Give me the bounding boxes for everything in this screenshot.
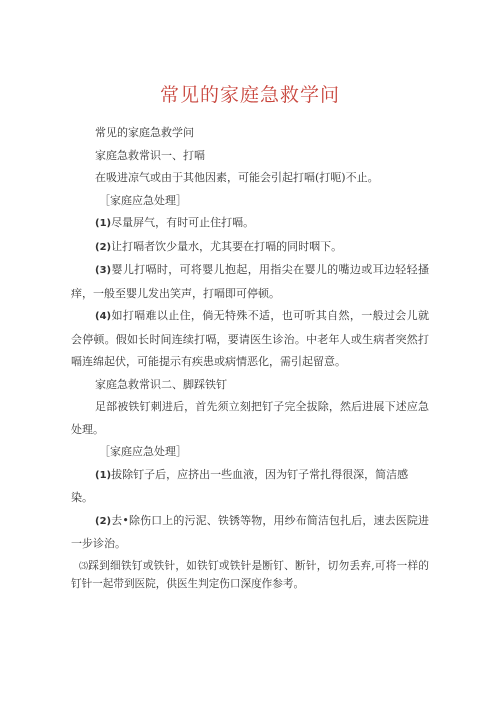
paragraph-text: 家庭急救常识二、脚踩铁钉 bbox=[95, 377, 227, 391]
paragraph-text: 婴儿打嗝时，可将婴儿抱起，用指尖在婴儿的嘴边或耳边轻轻搔痒，一般至婴儿发出笑声，打嗝即可停顿。 bbox=[71, 263, 429, 300]
list-item bbox=[71, 464, 429, 510]
paragraph-hiccup-intro bbox=[71, 167, 429, 190]
item-number: (2) bbox=[95, 515, 112, 527]
item-number: (4) bbox=[95, 311, 112, 322]
item-number: (1) bbox=[95, 218, 112, 229]
paragraph-text: 足部被铁钉刺进后，首先须立刻把钉子完全拔除，然后进展下述应急处理。 bbox=[71, 400, 429, 436]
list-item bbox=[71, 212, 429, 236]
paragraph-text: 去•除伤口上的污泥、铁锈等物，用纱布简洁包扎后，速去医院进一步诊治。 bbox=[71, 513, 429, 550]
paragraph-text: 在吸进凉气或由于其他因素，可能会引起打嗝(打呃)不止。 bbox=[95, 171, 379, 184]
paragraph-subtitle bbox=[71, 122, 429, 145]
list-item bbox=[71, 305, 429, 374]
paragraph-text: 如打嗝难以止住，倘无特殊不适，也可听其自然，一般过会儿就会停顿。假如长时间连续打嗝，要请医生诊治。中老年人或生病者突然打嗝连绵起伏，可能提示有疾患或病情恶化，需引起留意。 bbox=[71, 309, 429, 368]
paragraph-nail-intro bbox=[71, 396, 429, 441]
paragraph-text: 踩到细铁钉或铁针，如铁钉或铁针是断钉、断针，切勿丢弃,可将一样的钉针一起带到医院，供医生判定伤口深度作参考。 bbox=[71, 559, 429, 590]
document-title: 常见的家庭急救学问 bbox=[159, 84, 340, 106]
section-heading-hiccup bbox=[71, 145, 429, 168]
list-item bbox=[71, 236, 429, 260]
bracket-heading-emergency bbox=[71, 190, 429, 213]
section-heading-nail bbox=[71, 374, 429, 397]
list-item bbox=[71, 558, 429, 593]
paragraph-text: 拔除钉子后，应挤出一些血液，因为钉子常扎得很深，简洁感染。 bbox=[71, 467, 409, 504]
bracket-heading-emergency bbox=[71, 441, 429, 464]
paragraph-text: 常见的家庭急救学问 bbox=[95, 126, 194, 139]
item-number: (1) bbox=[95, 469, 112, 481]
list-item bbox=[71, 259, 429, 305]
paragraph-text: ［家庭应急处理］ bbox=[99, 193, 187, 207]
paragraph-text: ［家庭应急处理］ bbox=[99, 445, 187, 458]
list-item bbox=[71, 510, 429, 556]
item-number: ⑶ bbox=[79, 561, 89, 572]
item-number: (3) bbox=[95, 265, 112, 276]
paragraph-text: 尽量屏气，有时可止住打嗝。 bbox=[111, 216, 255, 229]
paragraph-text: 家庭急救常识一、打嗝 bbox=[95, 148, 205, 162]
paragraph-text: 让打嗝者饮少量水，尤其要在打嗝的同时咽下。 bbox=[111, 239, 343, 253]
document-body bbox=[71, 122, 429, 593]
item-number: (2) bbox=[95, 241, 112, 253]
